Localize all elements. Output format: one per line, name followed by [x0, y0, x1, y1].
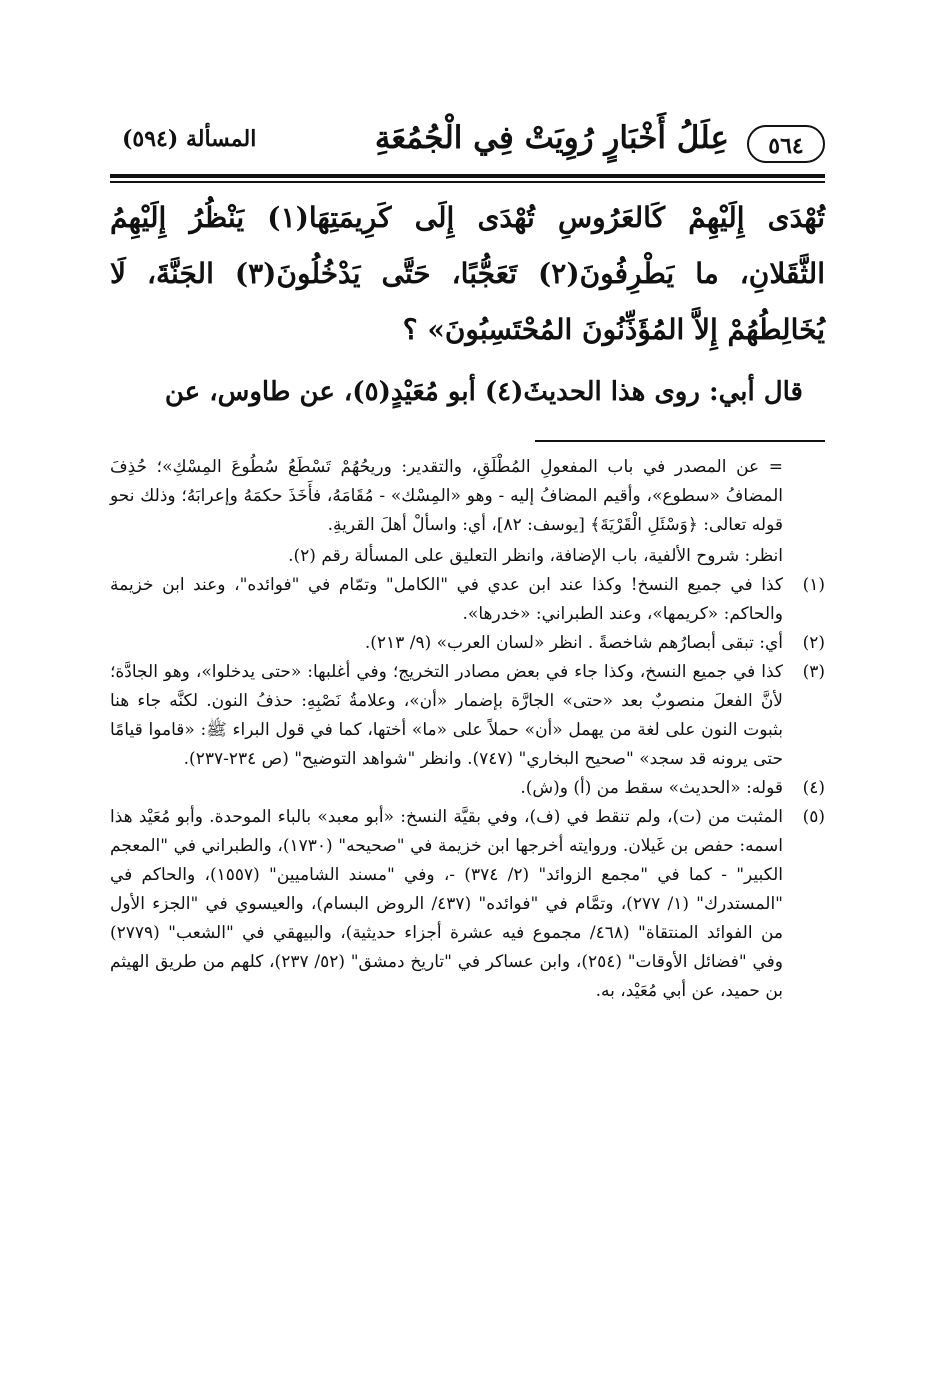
footnote-continuation-text: = عن المصدر في باب المفعولِ المُطْلَقِ، والتقدير: وريحُهُمْ تَسْطَعُ سُطُوعَ المِسْكِ»؛ حُذِفَ المضافُ «سطوع»، وأقيم المضافُ إليه - وهو «المِسْك» - مُقَامَهُ، فأَخَذَ حكمَهُ وإعرابَهُ؛ وذلك نحو قوله تعالى: ﴿وَسْئَلِ الْقَرْيَةَ﴾ [يوسف: ٨٢]، أي: واسألْ أهلَ القريةِ.	[110, 457, 783, 535]
footnotes	[110, 453, 825, 1006]
footnote-text: أي: تبقى أبصارُهم شاخصةً . انظر «لسان العرب» (٩/ ٢١٣).	[364, 633, 783, 653]
footnote-text: المثبت من (ت)، ولم تنقط في (ف)، وفي بقيَّة النسخ: «أبو معبد» بالباء الموحدة. وأبو مُعَيْد هذا اسمه: حفص بن غَيلان. وروايته أخرجها ابن خزيمة في "صحيحه" (١٧٣٠)، والطبراني في "المعجم الكبير" - كما في "مجمع الزوائد" (٢/ ٣٧٤) -، وفي "مسند الشاميين" (١٥٥٧)، والحاكم في "المستدرك" (١/ ٢٧٧)، وتمَّام في "فوائده" (٤٣٧/ الروض البسام)، والعيسوي في "الجزء الأول من الفوائد المنتقاة" (٤٦٨/ مجموع فيه عشرة أجزاء حديثية)، والبيهقي في "الشعب" (٢٧٧٩) وفي "فضائل الأوقات" (٢٥٤)، وابن عساكر في "تاريخ دمشق" (٥٢/ ٢٣٧)، كلهم من طريق الهيثم بن حميد، عن أبي مُعَيْد، به.	[110, 807, 784, 1001]
footnote-number: (٥)	[802, 807, 825, 827]
footnote-continuation-note-text: انظر: شروح الألفية، باب الإضافة، وانظر التعليق على المسألة رقم (٢).	[288, 546, 783, 566]
speaker-label: قال أبي:	[708, 377, 803, 407]
footnote-number: (٣)	[802, 662, 825, 682]
narration-paragraph	[110, 364, 825, 420]
footnote-text: كذا في جميع النسخ! وكذا عند ابن عدي في "الكامل" وتمّام في "فوائده"، وعند ابن خزيمة والحاكم: «كريمها»، وعند الطبراني: «خدرها».	[110, 575, 783, 624]
footnote-item	[110, 629, 825, 658]
footnote-text: قوله: «الحديث» سقط من (أ) و(ش).	[520, 778, 783, 798]
page-number: ٥٦٤	[747, 125, 825, 163]
footnote-item	[110, 774, 825, 803]
page-header	[110, 122, 825, 170]
footnote-continuation-note	[110, 542, 825, 571]
header-rule-thin	[110, 181, 825, 183]
book-title: عِلَلُ أَخْبَارٍ رُوِيَتْ فِي الْجُمُعَةِ	[374, 120, 729, 156]
footnote-number: (١)	[802, 575, 825, 595]
narration-statement: روى هذا الحديثَ(٤) أبو مُعَيْدٍ(٥)، عن طاوس، عن	[164, 377, 700, 407]
footnote-item	[110, 658, 825, 774]
issue-label: المسألة (٥٩٤)	[122, 126, 257, 152]
footnote-number: (٤)	[802, 778, 825, 798]
footnote-text: كذا في جميع النسخ، وكذا جاء في بعض مصادر التخريج؛ وفي أغلبها: «حتى يدخلوا»، وهو الجادَّة؛ لأنَّ الفعلَ منصوبٌ بعد «حتى» الجارَّة بإضمار «أن»، وعلامةُ نَصْبِهِ: حذفُ النون. لكنَّه جاء هنا بثبوت النون على لغة من يهمل «أن» حملاً على «ما» أختها، كما في قول البراء ﷺ: «قاموا قيامًا حتى يرونه قد سجد» "صحيح البخاري" (٧٤٧). وانظر "شواهد التوضيح" (ص ٢٣٤-٢٣٧).	[110, 662, 783, 769]
header-rule-thick	[110, 174, 825, 178]
footnote-item	[110, 803, 825, 1006]
hadith-text: تُهْدَى إِلَيْهِمْ كَالعَرُوسِ تُهْدَى إِلَى كَرِيمَتِهَا(١) يَنْظُرُ إِلَيْهِمُ الثَّقَلانِ، ما يَطْرِفُونَ(٢) تَعَجُّبًا، حَتَّى يَدْخُلُونَ(٣) الجَنَّةَ، لَا يُخَالِطُهُمْ إِلاَّ المُؤَذِّنُونَ المُحْتَسِبُونَ» ؟	[110, 201, 825, 346]
footnote-continuation	[110, 453, 825, 540]
main-text	[110, 190, 825, 420]
footnote-item	[110, 571, 825, 629]
footnote-separator	[110, 440, 825, 442]
footnote-number: (٢)	[802, 633, 825, 653]
